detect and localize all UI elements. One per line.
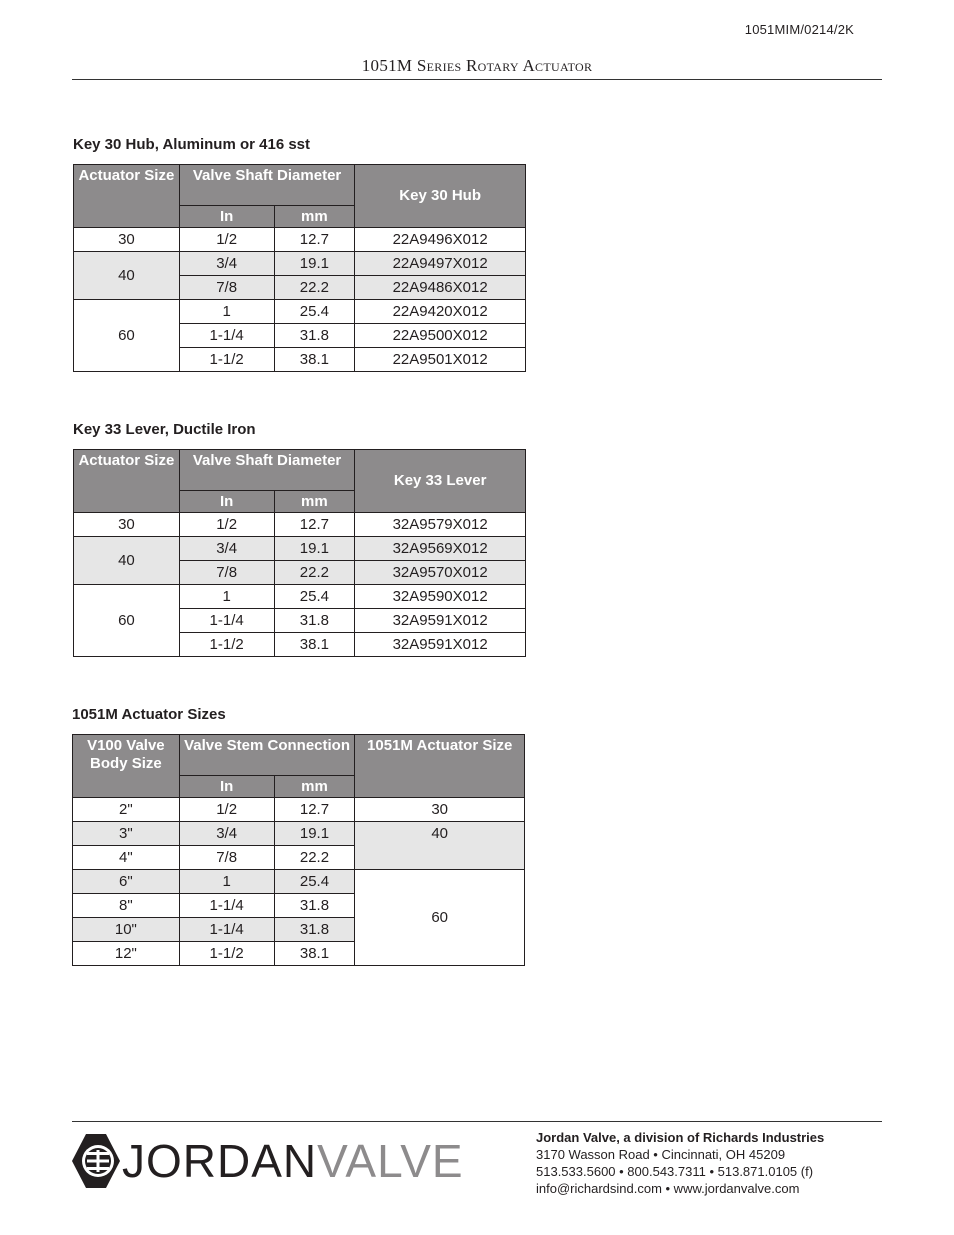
company-address: 3170 Wasson Road • Cincinnati, OH 45209 (536, 1147, 786, 1162)
table-row (73, 822, 525, 846)
hub-table (73, 164, 526, 372)
lever-in-cell: 7/8 (179, 561, 274, 585)
logo-jordan-text: JORDAN (122, 1135, 318, 1187)
sizes-body-cell: 10" (73, 918, 180, 942)
lever-mm-cell: 38.1 (274, 633, 355, 657)
lever-in-cell: 1/2 (179, 513, 274, 537)
lever-mm-cell: 31.8 (274, 609, 355, 633)
hub-part-cell: 22A9420X012 (355, 300, 526, 324)
sizes-mm-cell: 31.8 (274, 894, 355, 918)
sizes-col-stem: Valve Stem Connection (179, 735, 355, 776)
lever-mm-cell: 12.7 (274, 513, 355, 537)
table-row (74, 252, 526, 276)
hub-size-cell: 40 (74, 252, 180, 300)
lever-mm-cell: 19.1 (274, 537, 355, 561)
sizes-table (72, 734, 525, 966)
company-phones: 513.533.5600 • 800.543.7311 • 513.871.0105 (f) (536, 1164, 814, 1179)
hub-mm-cell: 19.1 (274, 252, 355, 276)
hub-in-cell: 7/8 (179, 276, 274, 300)
logo-valve-text: VALVE (317, 1135, 464, 1187)
lever-in-cell: 3/4 (179, 537, 274, 561)
hub-in-cell: 1 (179, 300, 274, 324)
hub-col-diameter: Valve Shaft Diameter (179, 165, 354, 206)
sizes-body-cell: 4" (73, 846, 180, 870)
hub-size-cell: 60 (74, 300, 180, 372)
hub-mm-cell: 31.8 (274, 324, 355, 348)
sizes-mm-cell: 31.8 (274, 918, 355, 942)
table-row (73, 870, 525, 894)
sizes-in-cell: 7/8 (179, 846, 274, 870)
hub-mm-cell: 22.2 (274, 276, 355, 300)
sizes-actuator-cell: 60 (355, 870, 525, 966)
table-row (74, 513, 526, 537)
table-row (74, 300, 526, 324)
sizes-actuator-cell: 30 (355, 798, 525, 822)
document-code: 1051MIM/0214/2K (744, 22, 854, 37)
lever-col-diameter: Valve Shaft Diameter (179, 450, 354, 491)
contact-block (536, 1129, 824, 1197)
table-row (74, 585, 526, 609)
sizes-mm-cell: 12.7 (274, 798, 355, 822)
sizes-in-cell: 3/4 (179, 822, 274, 846)
hub-in-cell: 1-1/4 (179, 324, 274, 348)
hub-col-size: Actuator Size (74, 165, 180, 228)
table-row (74, 537, 526, 561)
sizes-sub-mm: mm (274, 776, 355, 798)
sizes-body-cell: 12" (73, 942, 180, 966)
logo-emblem-icon (72, 1132, 120, 1190)
lever-part-cell: 32A9591X012 (355, 609, 526, 633)
lever-part-cell: 32A9579X012 (355, 513, 526, 537)
lever-col-size: Actuator Size (74, 450, 180, 513)
hub-mm-cell: 25.4 (274, 300, 355, 324)
lever-col-part: Key 33 Lever (355, 450, 526, 513)
lever-size-cell: 40 (74, 537, 180, 585)
lever-sub-in: In (179, 491, 274, 513)
table-row (73, 798, 525, 822)
lever-table (73, 449, 526, 657)
hub-part-cell: 22A9486X012 (355, 276, 526, 300)
lever-in-cell: 1-1/2 (179, 633, 274, 657)
lever-table-title: Key 33 Lever, Ductile Iron (73, 421, 256, 438)
footer-divider (72, 1121, 882, 1122)
sizes-body-cell: 2" (73, 798, 180, 822)
lever-in-cell: 1 (179, 585, 274, 609)
sizes-body-cell: 3" (73, 822, 180, 846)
sizes-sub-in: In (179, 776, 274, 798)
hub-in-cell: 1/2 (179, 228, 274, 252)
sizes-actuator-cell: 40 (355, 822, 525, 870)
sizes-mm-cell: 19.1 (274, 822, 355, 846)
company-web: info@richardsind.com • www.jordanvalve.com (536, 1181, 800, 1196)
company-name: Jordan Valve, a division of Richards Industries (536, 1130, 825, 1145)
sizes-mm-cell: 25.4 (274, 870, 355, 894)
hub-size-cell: 30 (74, 228, 180, 252)
hub-part-cell: 22A9496X012 (355, 228, 526, 252)
sizes-body-cell: 8" (73, 894, 180, 918)
sizes-in-cell: 1/2 (179, 798, 274, 822)
sizes-in-cell: 1-1/2 (179, 942, 274, 966)
lever-size-cell: 60 (74, 585, 180, 657)
hub-col-part: Key 30 Hub (355, 165, 526, 228)
lever-size-cell: 30 (74, 513, 180, 537)
logo-wordmark (122, 1135, 464, 1187)
hub-sub-mm: mm (274, 206, 355, 228)
lever-part-cell: 32A9569X012 (355, 537, 526, 561)
sizes-in-cell: 1-1/4 (179, 918, 274, 942)
header-divider (72, 79, 882, 80)
sizes-in-cell: 1 (179, 870, 274, 894)
jordan-valve-logo (72, 1132, 464, 1190)
hub-mm-cell: 38.1 (274, 348, 355, 372)
sizes-mm-cell: 22.2 (274, 846, 355, 870)
lever-in-cell: 1-1/4 (179, 609, 274, 633)
lever-mm-cell: 22.2 (274, 561, 355, 585)
sizes-body-cell: 6" (73, 870, 180, 894)
hub-part-cell: 22A9501X012 (355, 348, 526, 372)
hub-in-cell: 3/4 (179, 252, 274, 276)
table-row (74, 228, 526, 252)
lever-part-cell: 32A9570X012 (355, 561, 526, 585)
hub-sub-in: In (179, 206, 274, 228)
hub-mm-cell: 12.7 (274, 228, 355, 252)
document-title: 1051M Series Rotary Actuator (361, 56, 593, 75)
hub-table-title: Key 30 Hub, Aluminum or 416 sst (73, 136, 311, 153)
sizes-in-cell: 1-1/4 (179, 894, 274, 918)
sizes-col-body: V100 Valve Body Size (73, 735, 180, 798)
lever-mm-cell: 25.4 (274, 585, 355, 609)
hub-in-cell: 1-1/2 (179, 348, 274, 372)
lever-sub-mm: mm (274, 491, 355, 513)
sizes-col-actuator: 1051M Actuator Size (355, 735, 525, 798)
hub-part-cell: 22A9497X012 (355, 252, 526, 276)
hub-part-cell: 22A9500X012 (355, 324, 526, 348)
sizes-mm-cell: 38.1 (274, 942, 355, 966)
lever-part-cell: 32A9590X012 (355, 585, 526, 609)
lever-part-cell: 32A9591X012 (355, 633, 526, 657)
sizes-table-title: 1051M Actuator Sizes (72, 706, 226, 723)
